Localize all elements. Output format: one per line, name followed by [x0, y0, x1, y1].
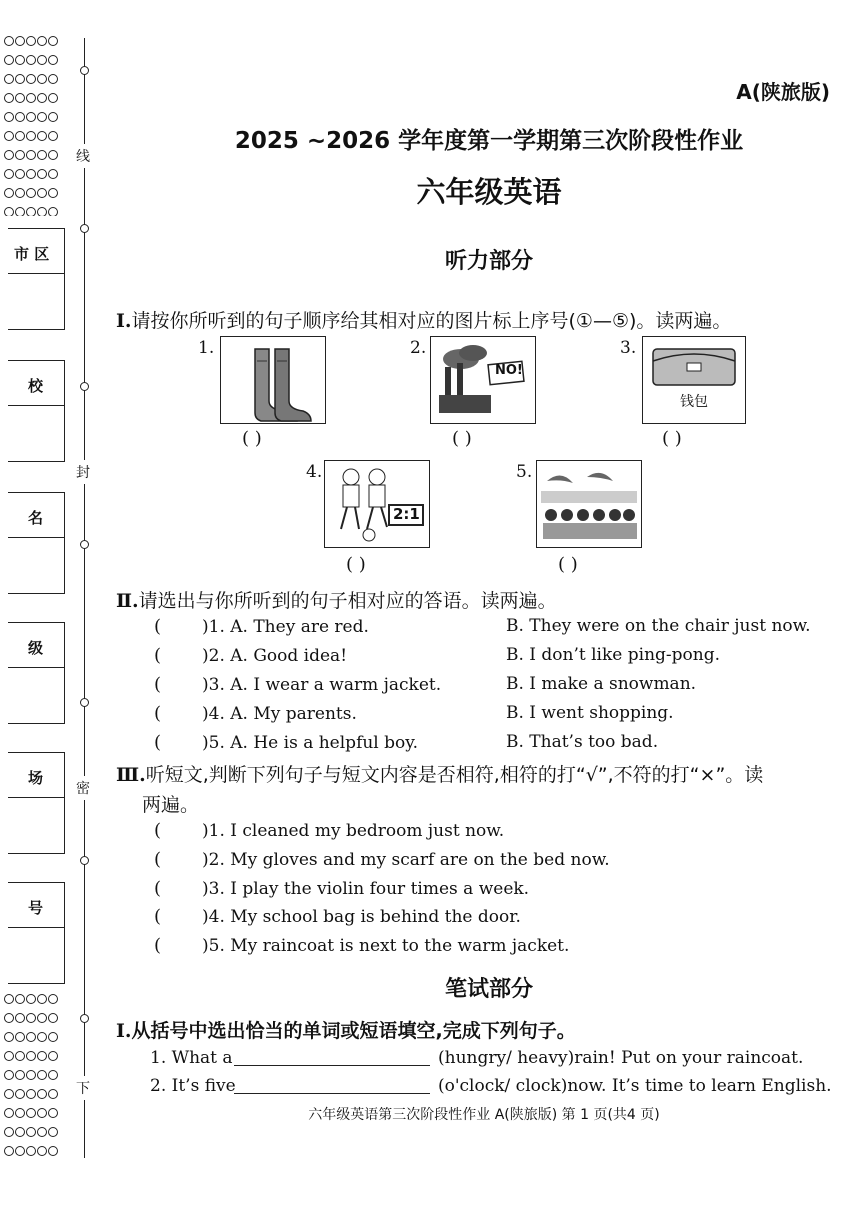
answer-blank[interactable]: ( — [154, 645, 162, 666]
list-item — [154, 674, 441, 695]
binding-dot — [48, 55, 58, 65]
binding-dot — [15, 55, 25, 65]
sentence-end: (o'clock/ clock)now. It’s time to learn English. — [438, 1076, 832, 1096]
fill-item — [150, 1076, 236, 1096]
answer-blank[interactable]: ( — [154, 674, 162, 695]
binding-dot — [37, 1146, 47, 1156]
binding-char-secret: 密 — [76, 776, 90, 800]
statement: )1. I cleaned my bedroom just now. — [202, 821, 505, 841]
answer-blank[interactable]: ( ) — [346, 554, 366, 575]
field-box-school — [8, 360, 65, 462]
binding-dot — [26, 74, 36, 84]
binding-dot — [15, 1032, 25, 1042]
statement: )2. My gloves and my scarf are on the bed now. — [202, 850, 610, 870]
answer-blank[interactable]: ( — [154, 732, 162, 753]
field-box-seat-number — [8, 882, 65, 984]
binding-char-below: 下 — [76, 1076, 90, 1100]
binding-dot — [4, 1089, 14, 1099]
picture-football-match — [324, 460, 430, 548]
answer-blank[interactable]: ( — [154, 935, 162, 956]
binding-dot — [26, 1070, 36, 1080]
list-item — [154, 645, 347, 666]
binding-dot — [37, 74, 47, 84]
picture-factory-pollution — [430, 336, 536, 424]
field-box-name — [8, 492, 65, 594]
binding-dot — [48, 36, 58, 46]
binding-char-seal: 封 — [76, 460, 90, 484]
binding-dot — [15, 1127, 25, 1137]
field-box-exam-room — [8, 752, 65, 854]
binding-dot — [4, 1051, 14, 1061]
section-title-writing: 笔试部分 — [444, 977, 533, 1002]
binding-dot — [26, 36, 36, 46]
binding-ring — [80, 1014, 89, 1023]
binding-ring — [80, 856, 89, 865]
answer-blank[interactable]: ( — [154, 703, 162, 724]
field-box-class — [8, 622, 65, 724]
question-instruction: 听短文,判断下列句子与短文内容是否相符,相符的打“√”,不符的打“×”。读 — [145, 764, 764, 786]
binding-dot — [4, 1013, 14, 1023]
question-instruction: 从括号中选出恰当的单词或短语填空,完成下列句子。 — [131, 1020, 576, 1042]
binding-dot — [4, 55, 14, 65]
choice-b: B. That’s too bad. — [506, 732, 659, 752]
binding-dot — [4, 112, 14, 122]
field-label-class: 级 — [28, 639, 44, 657]
binding-dot — [48, 1032, 58, 1042]
question-number: Ⅲ. — [116, 764, 146, 786]
answer-blank[interactable]: ( — [154, 878, 162, 899]
binding-dot — [37, 1070, 47, 1080]
binding-dot — [37, 1089, 47, 1099]
answer-blank[interactable]: ( ) — [452, 428, 472, 449]
picture-number: 2. — [410, 338, 427, 358]
binding-ring — [80, 540, 89, 549]
binding-dot — [26, 1146, 36, 1156]
sentence-start: 1. What a — [150, 1048, 233, 1068]
binding-dot — [48, 1127, 58, 1137]
statement: )3. I play the violin four times a week. — [202, 879, 530, 899]
dolphin-show-icon — [537, 461, 641, 547]
edition-label: A(陕旅版) — [736, 80, 830, 104]
list-item — [154, 703, 357, 724]
question-2-heading — [116, 586, 557, 613]
list-item — [154, 906, 521, 927]
binding-dot — [26, 112, 36, 122]
choice-a: )1. A. They are red. — [202, 617, 369, 637]
choice-b: B. I went shopping. — [506, 703, 674, 723]
answer-blank[interactable]: ( — [154, 906, 162, 927]
binding-dot — [48, 1089, 58, 1099]
answer-blank[interactable]: ( — [154, 849, 162, 870]
field-label-school: 校 — [28, 377, 44, 395]
binding-dot — [26, 1032, 36, 1042]
binding-dot — [26, 1089, 36, 1099]
binding-dot — [4, 36, 14, 46]
subject-title: 六年级英语 — [416, 175, 562, 209]
binding-dot — [15, 74, 25, 84]
section-title-listening: 听力部分 — [444, 249, 533, 274]
binding-dot — [26, 55, 36, 65]
binding-ring — [80, 66, 89, 75]
binding-dot — [37, 1032, 47, 1042]
binding-dot — [26, 1013, 36, 1023]
binding-dot — [48, 1013, 58, 1023]
question-instruction-cont: 两遍。 — [142, 794, 200, 816]
sentence-end: (hungry/ heavy)rain! Put on your raincoat. — [438, 1048, 804, 1068]
sentence-start: 2. It’s five — [150, 1076, 236, 1096]
list-item — [154, 935, 569, 956]
picture-number: 1. — [198, 338, 215, 358]
question-instruction: 请选出与你所听到的句子相对应的答语。读两遍。 — [138, 590, 557, 612]
rain-boots-icon — [221, 337, 325, 423]
binding-dot — [4, 1070, 14, 1080]
wallet-caption: 钱包 — [680, 394, 708, 410]
binding-dot — [48, 1146, 58, 1156]
binding-ring — [80, 698, 89, 707]
fill-blank[interactable] — [234, 1048, 430, 1066]
choice-b: B. I don’t like ping-pong. — [506, 645, 721, 665]
question-number: Ⅱ. — [116, 590, 139, 612]
answer-blank[interactable]: ( ) — [662, 428, 682, 449]
choice-a: )2. A. Good idea! — [202, 646, 348, 666]
binding-dot — [26, 1127, 36, 1137]
choice-a: )5. A. He is a helpful boy. — [202, 733, 419, 753]
binding-dot — [26, 93, 36, 103]
binding-dot — [4, 1127, 14, 1137]
score-text: 2:1 — [393, 505, 420, 523]
field-label-exam-room: 场 — [28, 769, 44, 787]
football-players-icon — [325, 461, 429, 547]
picture-number: 3. — [620, 338, 637, 358]
choice-a: )3. A. I wear a warm jacket. — [202, 675, 442, 695]
page-title: 2025 ~2026 学年度第一学期第三次阶段性作业 — [234, 128, 744, 154]
fill-item — [150, 1048, 233, 1068]
binding-dot — [15, 1146, 25, 1156]
question-number: Ⅰ. — [116, 310, 132, 332]
binding-dot — [37, 55, 47, 65]
question-instruction: 请按你所听到的句子顺序给其相对应的图片标上序号(①—⑤)。读两遍。 — [131, 310, 732, 332]
picture-number: 4. — [306, 462, 323, 482]
no-sign-text: NO! — [495, 363, 523, 378]
binding-dot — [37, 1127, 47, 1137]
answer-blank[interactable]: ( ) — [242, 428, 262, 449]
answer-blank[interactable]: ( — [154, 616, 162, 637]
page-footer: 六年级英语第三次阶段性作业 A(陕旅版) 第 1 页(共4 页) — [308, 1107, 660, 1123]
picture-number: 5. — [516, 462, 533, 482]
binding-dot — [15, 1013, 25, 1023]
binding-dot — [4, 74, 14, 84]
question-number: Ⅰ. — [116, 1020, 132, 1042]
binding-dot — [15, 1089, 25, 1099]
field-label-name: 名 — [28, 509, 44, 527]
binding-dot — [15, 93, 25, 103]
binding-ring — [80, 382, 89, 391]
binding-dot — [4, 1032, 14, 1042]
binding-dot — [15, 112, 25, 122]
field-label-district: 市 区 — [14, 245, 50, 263]
statement: )4. My school bag is behind the door. — [202, 907, 521, 927]
binding-dot — [37, 112, 47, 122]
binding-dot — [15, 1051, 25, 1061]
list-item — [154, 849, 610, 870]
list-item — [154, 616, 369, 637]
question-3-heading — [116, 760, 763, 787]
fill-blank[interactable] — [234, 1076, 430, 1094]
answer-blank[interactable]: ( — [154, 820, 162, 841]
binding-dots-bottom — [4, 990, 64, 1158]
binding-dot — [4, 93, 14, 103]
choice-a: )4. A. My parents. — [202, 704, 357, 724]
binding-dot — [48, 112, 58, 122]
binding-dot — [26, 1051, 36, 1061]
binding-dot — [37, 93, 47, 103]
list-item — [154, 820, 504, 841]
binding-dot — [15, 36, 25, 46]
list-item — [154, 878, 529, 899]
statement: )5. My raincoat is next to the warm jacket. — [202, 936, 570, 956]
question-1-heading — [116, 306, 731, 333]
writing-question-1-heading — [116, 1016, 576, 1043]
binding-char-line: 线 — [76, 144, 90, 168]
picture-wallet — [642, 336, 746, 424]
binding-dot — [15, 1070, 25, 1080]
wallet-icon — [643, 337, 745, 393]
binding-dot — [48, 1070, 58, 1080]
binding-dot — [4, 1146, 14, 1156]
picture-dolphin-show — [536, 460, 642, 548]
list-item — [154, 732, 418, 753]
binding-ring — [80, 224, 89, 233]
binding-dot — [37, 1013, 47, 1023]
choice-b: B. I make a snowman. — [506, 674, 697, 694]
binding-dot — [48, 1051, 58, 1061]
choice-b: B. They were on the chair just now. — [506, 616, 811, 636]
binding-dot — [48, 74, 58, 84]
binding-dot — [37, 1051, 47, 1061]
factory-pollution-no-icon — [431, 337, 535, 423]
binding-dot — [37, 36, 47, 46]
field-label-seat-number: 号 — [28, 899, 44, 917]
answer-blank[interactable]: ( ) — [558, 554, 578, 575]
picture-boots — [220, 336, 326, 424]
binding-dot — [48, 93, 58, 103]
